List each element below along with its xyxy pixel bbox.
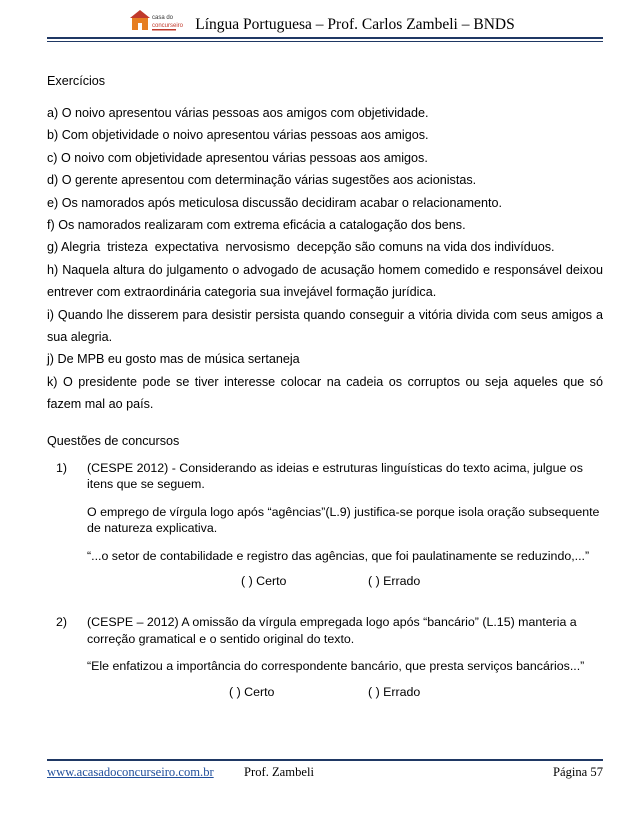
exercise-item-g: g) Alegria tristeza expectativa nervosismo decepção são comuns na vida dos indivíduos. bbox=[47, 240, 555, 255]
exercise-item-e: e) Os namorados após meticulosa discussão decidiram acabar o relacionamento. bbox=[47, 195, 503, 210]
exercise-item-a: a) O noivo apresentou várias pessoas aos amigos com objetividade. bbox=[47, 106, 429, 120]
question-number: 1) bbox=[55, 460, 67, 475]
exercise-item-f: f) Os namorados realizaram com extrema eficácia a catalogação dos bens. bbox=[47, 218, 466, 233]
footer-page-number: Página 57 bbox=[552, 765, 603, 779]
answer-choices bbox=[87, 685, 603, 703]
question-statement: (CESPE 2012) - Considerando as ideias e estruturas linguísticas do texto acima, julgue os itens que se seguem. bbox=[87, 460, 583, 492]
questoes-heading: Questões de concursos bbox=[47, 433, 180, 448]
exercise-item-j: j) De MPB eu gosto mas de música sertaneja bbox=[47, 352, 300, 367]
question-2 bbox=[47, 614, 603, 703]
footer-author: Prof. Zambeli bbox=[244, 765, 314, 779]
header-divider bbox=[47, 37, 603, 39]
page-content bbox=[47, 70, 603, 703]
question-number: 2) bbox=[55, 615, 67, 630]
answer-choices bbox=[87, 574, 603, 592]
page-header-title: Língua Portuguesa – Prof. Carlos Zambeli – BNDS bbox=[195, 16, 515, 33]
exercise-item-i: i) Quando lhe disserem para desistir persista quando conseguir a vitória divida com seus amigos a sua alegria. bbox=[47, 307, 603, 345]
footer-divider bbox=[47, 759, 603, 761]
exercise-item-h: h) Naquela altura do julgamento o advogado de acusação homem comedido e responsável deixou entrever com extraordinária categoria sua invejável formação jurídica. bbox=[47, 262, 603, 300]
certo-option[interactable]: ( ) Certo bbox=[229, 684, 275, 699]
question-quote: “...o setor de contabilidade e registro das agências, que foi paulatinamente se reduzindo,...” bbox=[87, 548, 590, 563]
errado-option[interactable]: ( ) Errado bbox=[368, 684, 421, 699]
header-divider-thin bbox=[47, 41, 603, 42]
footer-website-link[interactable]: www.acasadoconcurseiro.com.br bbox=[47, 765, 214, 779]
certo-option[interactable]: ( ) Certo bbox=[241, 574, 287, 589]
logo-line1: casa do bbox=[152, 15, 174, 21]
exercise-item-d: d) O gerente apresentou com determinação várias sugestões aos acionistas. bbox=[47, 173, 477, 188]
exercise-item-c: c) O noivo com objetividade apresentou várias pessoas aos amigos. bbox=[47, 150, 428, 165]
question-claim: O emprego de vírgula logo após “agências”(L.9) justifica-se porque isola oração subsequente de natureza explicativa. bbox=[87, 504, 600, 536]
exercise-item-k: k) O presidente pode se tiver interesse colocar na cadeia os corruptos ou seja aqueles que só fazem mal ao país. bbox=[47, 374, 603, 412]
errado-option[interactable]: ( ) Errado bbox=[368, 574, 421, 589]
question-1 bbox=[47, 460, 603, 593]
question-quote: “Ele enfatizou a importância do correspondente bancário, que presta serviços bancários...” bbox=[87, 659, 585, 674]
logo-line2: concurseiro bbox=[152, 23, 184, 29]
exercise-item-b: b) Com objetividade o noivo apresentou várias pessoas aos amigos. bbox=[47, 128, 429, 143]
question-statement: (CESPE – 2012) A omissão da vírgula empregada logo após “bancário” (L.15) manteria a correção gramatical e o sentido original do texto. bbox=[87, 615, 577, 646]
exercicios-heading: Exercícios bbox=[47, 74, 106, 88]
